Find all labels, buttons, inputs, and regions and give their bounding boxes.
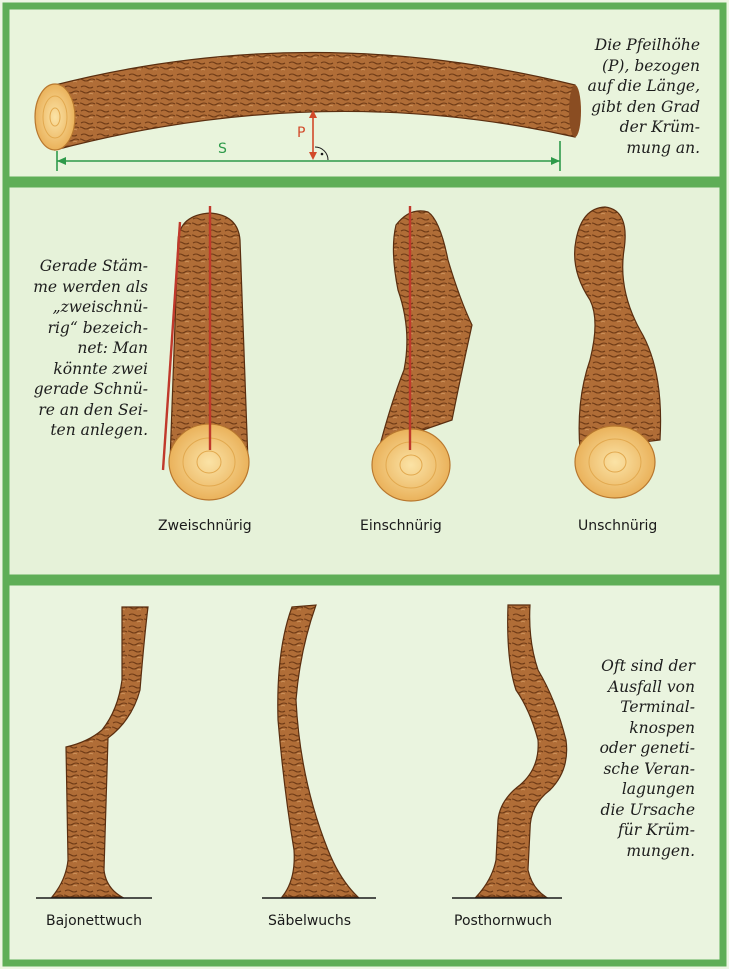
arrow-height-label: P <box>297 125 306 141</box>
panel-1-note <box>572 35 700 158</box>
note-line: der Krüm- <box>619 118 700 136</box>
note-line: Gerade Stäm- <box>39 257 148 275</box>
note-line: Die Pfeilhöhe <box>594 36 700 54</box>
note-line: auf die Länge, <box>587 77 700 95</box>
caption-einschnuerig: Einschnürig <box>360 518 442 534</box>
note-line: für Krüm- <box>618 821 695 839</box>
note-line: „zweischnü- <box>52 298 148 316</box>
note-line: sche Veran- <box>603 759 695 778</box>
note-line: oder geneti- <box>599 739 695 757</box>
note-line: Terminal- <box>620 698 695 716</box>
note-line: lagungen <box>621 780 695 798</box>
note-line: gibt den Grad <box>591 97 700 116</box>
note-line: mungen. <box>626 841 695 860</box>
note-line: rig“ bezeich- <box>47 318 148 337</box>
note-line: net: Man <box>77 339 148 357</box>
caption-zweischnuerig: Zweischnürig <box>158 518 252 534</box>
caption-saebelwuchs: Säbelwuchs <box>268 913 352 929</box>
note-line: gerade Schnü- <box>33 380 148 398</box>
note-line: die Ursache <box>600 800 695 819</box>
panel-2-note <box>20 256 148 441</box>
note-line: Ausfall von <box>607 677 695 696</box>
note-line: mung an. <box>626 138 700 157</box>
panel-3-note <box>575 656 695 861</box>
note-line: knospen <box>629 718 695 737</box>
note-line: (P), bezogen <box>601 56 700 75</box>
note-line: ten anlegen. <box>50 421 148 439</box>
note-line: könnte zwei <box>53 359 148 378</box>
caption-unschnuerig: Unschnürig <box>578 518 658 534</box>
log-end-face <box>35 84 75 150</box>
note-line: me werden als <box>33 277 148 296</box>
caption-bajonettwuchs: Bajonettwuch <box>46 913 142 929</box>
note-line: re an den Sei- <box>38 400 148 419</box>
length-label: S <box>218 141 227 157</box>
caption-posthornwuchs: Posthornwuch <box>454 913 553 929</box>
note-line: Oft sind der <box>601 657 695 675</box>
